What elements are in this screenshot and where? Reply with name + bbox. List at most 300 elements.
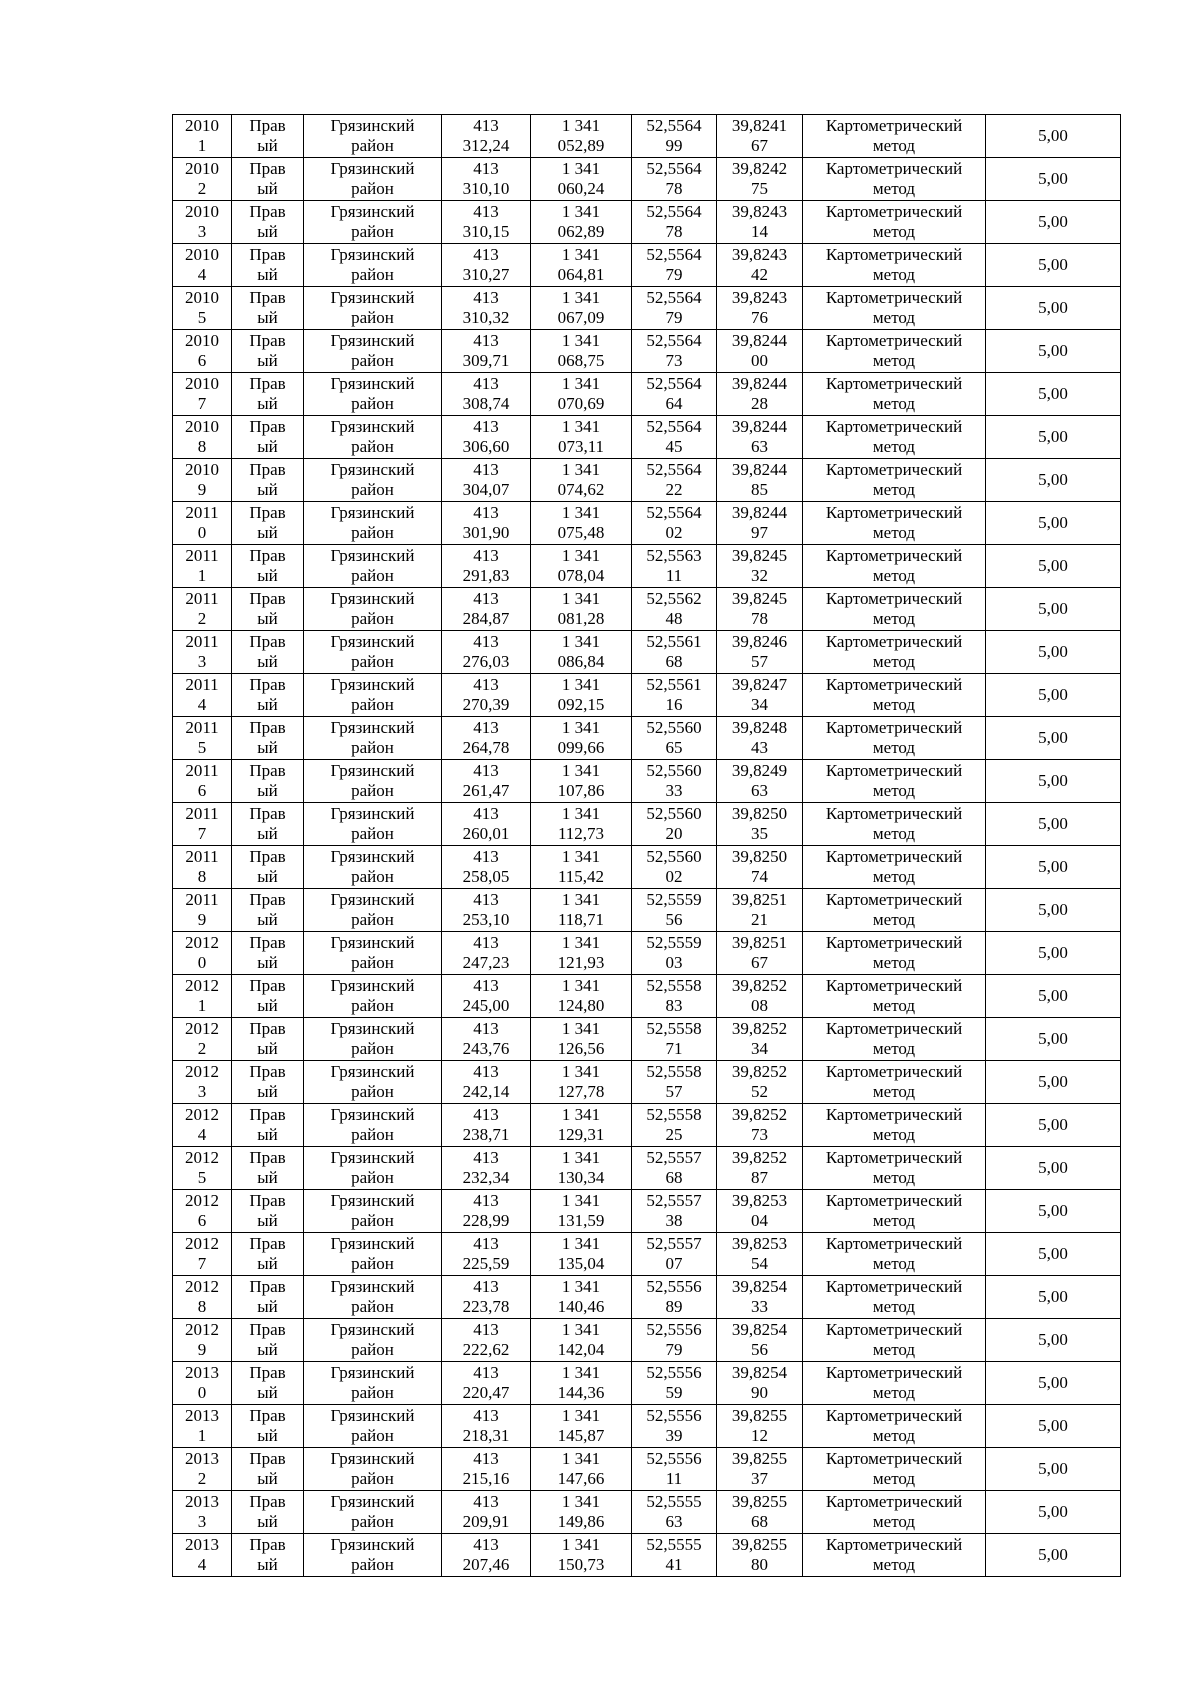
cell-coord-x: 413 270,39 [442,674,531,717]
cell-longitude: 39,8243 76 [717,287,803,330]
cell-method: Картометрический метод [803,975,986,1018]
cell-bank-side: Прав ый [232,1362,304,1405]
cell-accuracy: 5,00 [986,1534,1121,1577]
cell-coord-x: 413 220,47 [442,1362,531,1405]
cell-accuracy: 5,00 [986,545,1121,588]
cell-coord-y: 1 341 145,87 [531,1405,632,1448]
cell-district: Грязинский район [304,1319,442,1362]
coordinates-table [172,114,1121,1577]
table-body [173,115,1121,1577]
cell-method: Картометрический метод [803,201,986,244]
cell-accuracy: 5,00 [986,158,1121,201]
cell-bank-side: Прав ый [232,1405,304,1448]
cell-method: Картометрический метод [803,1534,986,1577]
cell-point-number: 2012 4 [173,1104,232,1147]
cell-longitude: 39,8252 52 [717,1061,803,1104]
cell-coord-y: 1 341 060,24 [531,158,632,201]
cell-method: Картометрический метод [803,889,986,932]
cell-coord-y: 1 341 067,09 [531,287,632,330]
cell-accuracy: 5,00 [986,1362,1121,1405]
cell-coord-x: 413 253,10 [442,889,531,932]
cell-bank-side: Прав ый [232,287,304,330]
cell-longitude: 39,8242 75 [717,158,803,201]
cell-latitude: 52,5556 89 [632,1276,717,1319]
cell-longitude: 39,8241 67 [717,115,803,158]
cell-accuracy: 5,00 [986,502,1121,545]
cell-latitude: 52,5564 45 [632,416,717,459]
cell-longitude: 39,8244 28 [717,373,803,416]
cell-method: Картометрический метод [803,760,986,803]
cell-accuracy: 5,00 [986,975,1121,1018]
cell-coord-x: 413 228,99 [442,1190,531,1233]
cell-bank-side: Прав ый [232,1061,304,1104]
cell-coord-x: 413 209,91 [442,1491,531,1534]
table-row [173,502,1121,545]
cell-bank-side: Прав ый [232,1147,304,1190]
cell-longitude: 39,8254 90 [717,1362,803,1405]
cell-latitude: 52,5564 78 [632,158,717,201]
cell-accuracy: 5,00 [986,287,1121,330]
table-row [173,1104,1121,1147]
table-row [173,760,1121,803]
table-row [173,1319,1121,1362]
cell-coord-y: 1 341 150,73 [531,1534,632,1577]
cell-method: Картометрический метод [803,416,986,459]
cell-coord-x: 413 291,83 [442,545,531,588]
table-row [173,545,1121,588]
cell-latitude: 52,5560 65 [632,717,717,760]
cell-bank-side: Прав ый [232,1319,304,1362]
cell-bank-side: Прав ый [232,158,304,201]
cell-coord-x: 413 301,90 [442,502,531,545]
cell-point-number: 2012 1 [173,975,232,1018]
cell-point-number: 2012 9 [173,1319,232,1362]
cell-point-number: 2010 4 [173,244,232,287]
cell-coord-y: 1 341 144,36 [531,1362,632,1405]
cell-accuracy: 5,00 [986,674,1121,717]
cell-latitude: 52,5564 79 [632,244,717,287]
cell-coord-x: 413 223,78 [442,1276,531,1319]
cell-bank-side: Прав ый [232,416,304,459]
cell-point-number: 2010 2 [173,158,232,201]
table-row [173,846,1121,889]
cell-longitude: 39,8255 68 [717,1491,803,1534]
cell-bank-side: Прав ый [232,717,304,760]
cell-coord-x: 413 222,62 [442,1319,531,1362]
table-row [173,1233,1121,1276]
cell-point-number: 2013 1 [173,1405,232,1448]
cell-coord-x: 413 207,46 [442,1534,531,1577]
table-row [173,1534,1121,1577]
cell-point-number: 2010 8 [173,416,232,459]
cell-coord-y: 1 341 118,71 [531,889,632,932]
cell-point-number: 2013 3 [173,1491,232,1534]
cell-accuracy: 5,00 [986,803,1121,846]
table-row [173,115,1121,158]
cell-coord-y: 1 341 126,56 [531,1018,632,1061]
cell-longitude: 39,8244 00 [717,330,803,373]
cell-latitude: 52,5564 79 [632,287,717,330]
cell-method: Картометрический метод [803,1405,986,1448]
cell-coord-x: 413 238,71 [442,1104,531,1147]
table-row [173,1362,1121,1405]
cell-longitude: 39,8254 56 [717,1319,803,1362]
table-row [173,330,1121,373]
cell-bank-side: Прав ый [232,1534,304,1577]
cell-longitude: 39,8245 32 [717,545,803,588]
cell-point-number: 2013 0 [173,1362,232,1405]
cell-accuracy: 5,00 [986,1018,1121,1061]
cell-longitude: 39,8244 97 [717,502,803,545]
cell-coord-y: 1 341 131,59 [531,1190,632,1233]
cell-method: Картометрический метод [803,373,986,416]
cell-latitude: 52,5564 22 [632,459,717,502]
cell-coord-x: 413 310,27 [442,244,531,287]
cell-method: Картометрический метод [803,1319,986,1362]
cell-point-number: 2011 1 [173,545,232,588]
cell-coord-y: 1 341 130,34 [531,1147,632,1190]
cell-accuracy: 5,00 [986,1491,1121,1534]
cell-point-number: 2013 2 [173,1448,232,1491]
cell-latitude: 52,5564 78 [632,201,717,244]
cell-accuracy: 5,00 [986,1147,1121,1190]
cell-bank-side: Прав ый [232,244,304,287]
cell-latitude: 52,5558 25 [632,1104,717,1147]
cell-longitude: 39,8255 80 [717,1534,803,1577]
cell-coord-x: 413 247,23 [442,932,531,975]
cell-point-number: 2011 6 [173,760,232,803]
table-row [173,1061,1121,1104]
cell-district: Грязинский район [304,932,442,975]
cell-point-number: 2011 0 [173,502,232,545]
cell-latitude: 52,5555 41 [632,1534,717,1577]
cell-coord-y: 1 341 140,46 [531,1276,632,1319]
cell-bank-side: Прав ый [232,459,304,502]
cell-coord-x: 413 260,01 [442,803,531,846]
cell-accuracy: 5,00 [986,846,1121,889]
cell-longitude: 39,8254 33 [717,1276,803,1319]
cell-point-number: 2010 7 [173,373,232,416]
cell-coord-x: 413 312,24 [442,115,531,158]
cell-coord-y: 1 341 074,62 [531,459,632,502]
cell-bank-side: Прав ый [232,1448,304,1491]
cell-method: Картометрический метод [803,803,986,846]
cell-coord-y: 1 341 092,15 [531,674,632,717]
cell-coord-y: 1 341 073,11 [531,416,632,459]
cell-point-number: 2011 3 [173,631,232,674]
cell-method: Картометрический метод [803,846,986,889]
table-row [173,201,1121,244]
cell-coord-y: 1 341 075,48 [531,502,632,545]
cell-point-number: 2013 4 [173,1534,232,1577]
table-row [173,717,1121,760]
cell-latitude: 52,5556 11 [632,1448,717,1491]
cell-coord-x: 413 232,34 [442,1147,531,1190]
cell-bank-side: Прав ый [232,1276,304,1319]
table-row [173,889,1121,932]
cell-longitude: 39,8253 04 [717,1190,803,1233]
cell-longitude: 39,8250 35 [717,803,803,846]
cell-coord-y: 1 341 129,31 [531,1104,632,1147]
cell-bank-side: Прав ый [232,674,304,717]
cell-latitude: 52,5556 59 [632,1362,717,1405]
cell-accuracy: 5,00 [986,588,1121,631]
cell-bank-side: Прав ый [232,975,304,1018]
cell-point-number: 2010 5 [173,287,232,330]
cell-latitude: 52,5560 20 [632,803,717,846]
cell-accuracy: 5,00 [986,932,1121,975]
cell-point-number: 2010 9 [173,459,232,502]
cell-method: Картометрический метод [803,932,986,975]
table-row [173,975,1121,1018]
cell-accuracy: 5,00 [986,1061,1121,1104]
table-row [173,932,1121,975]
cell-coord-x: 413 306,60 [442,416,531,459]
cell-longitude: 39,8243 14 [717,201,803,244]
cell-longitude: 39,8249 63 [717,760,803,803]
cell-longitude: 39,8245 78 [717,588,803,631]
cell-method: Картометрический метод [803,1362,986,1405]
cell-coord-y: 1 341 135,04 [531,1233,632,1276]
cell-longitude: 39,8251 67 [717,932,803,975]
cell-coord-y: 1 341 070,69 [531,373,632,416]
table-row [173,1190,1121,1233]
cell-longitude: 39,8248 43 [717,717,803,760]
cell-district: Грязинский район [304,373,442,416]
cell-district: Грязинский район [304,1190,442,1233]
cell-coord-x: 413 284,87 [442,588,531,631]
cell-method: Картометрический метод [803,1061,986,1104]
cell-method: Картометрический метод [803,330,986,373]
cell-method: Картометрический метод [803,502,986,545]
table-row [173,803,1121,846]
cell-district: Грязинский район [304,760,442,803]
cell-bank-side: Прав ый [232,115,304,158]
cell-district: Грязинский район [304,459,442,502]
cell-method: Картометрический метод [803,588,986,631]
cell-latitude: 52,5555 63 [632,1491,717,1534]
cell-point-number: 2012 8 [173,1276,232,1319]
cell-latitude: 52,5556 79 [632,1319,717,1362]
cell-district: Грязинский район [304,330,442,373]
cell-longitude: 39,8252 87 [717,1147,803,1190]
cell-latitude: 52,5558 57 [632,1061,717,1104]
cell-longitude: 39,8246 57 [717,631,803,674]
cell-coord-y: 1 341 062,89 [531,201,632,244]
cell-coord-y: 1 341 052,89 [531,115,632,158]
cell-district: Грязинский район [304,846,442,889]
cell-bank-side: Прав ый [232,1233,304,1276]
cell-district: Грязинский район [304,1233,442,1276]
cell-accuracy: 5,00 [986,1319,1121,1362]
cell-district: Грязинский район [304,545,442,588]
cell-accuracy: 5,00 [986,889,1121,932]
cell-coord-x: 413 225,59 [442,1233,531,1276]
cell-point-number: 2012 0 [173,932,232,975]
cell-method: Картометрический метод [803,545,986,588]
cell-accuracy: 5,00 [986,1190,1121,1233]
cell-point-number: 2012 3 [173,1061,232,1104]
cell-district: Грязинский район [304,244,442,287]
cell-coord-y: 1 341 142,04 [531,1319,632,1362]
cell-point-number: 2011 5 [173,717,232,760]
cell-accuracy: 5,00 [986,459,1121,502]
table-row [173,1491,1121,1534]
cell-latitude: 52,5564 73 [632,330,717,373]
cell-accuracy: 5,00 [986,1233,1121,1276]
cell-longitude: 39,8253 54 [717,1233,803,1276]
cell-coord-x: 413 242,14 [442,1061,531,1104]
cell-district: Грязинский район [304,588,442,631]
cell-method: Картометрический метод [803,115,986,158]
cell-point-number: 2011 2 [173,588,232,631]
cell-coord-y: 1 341 115,42 [531,846,632,889]
cell-latitude: 52,5562 48 [632,588,717,631]
cell-latitude: 52,5560 02 [632,846,717,889]
cell-latitude: 52,5558 83 [632,975,717,1018]
cell-bank-side: Прав ый [232,502,304,545]
cell-coord-x: 413 310,10 [442,158,531,201]
cell-district: Грязинский район [304,1147,442,1190]
cell-point-number: 2012 2 [173,1018,232,1061]
cell-district: Грязинский район [304,803,442,846]
cell-district: Грязинский район [304,158,442,201]
cell-coord-y: 1 341 127,78 [531,1061,632,1104]
cell-latitude: 52,5557 68 [632,1147,717,1190]
cell-bank-side: Прав ый [232,373,304,416]
table-row [173,631,1121,674]
table-row [173,1405,1121,1448]
cell-accuracy: 5,00 [986,416,1121,459]
cell-coord-y: 1 341 112,73 [531,803,632,846]
cell-method: Картометрический метод [803,1104,986,1147]
cell-latitude: 52,5559 03 [632,932,717,975]
cell-accuracy: 5,00 [986,1448,1121,1491]
cell-coord-y: 1 341 068,75 [531,330,632,373]
cell-coord-x: 413 243,76 [442,1018,531,1061]
cell-longitude: 39,8247 34 [717,674,803,717]
cell-coord-y: 1 341 124,80 [531,975,632,1018]
cell-bank-side: Прав ый [232,846,304,889]
cell-longitude: 39,8251 21 [717,889,803,932]
table-row [173,459,1121,502]
cell-coord-y: 1 341 107,86 [531,760,632,803]
cell-coord-x: 413 310,32 [442,287,531,330]
cell-accuracy: 5,00 [986,760,1121,803]
cell-accuracy: 5,00 [986,330,1121,373]
cell-district: Грязинский район [304,1448,442,1491]
cell-method: Картометрический метод [803,158,986,201]
cell-coord-y: 1 341 149,86 [531,1491,632,1534]
cell-district: Грязинский район [304,416,442,459]
cell-bank-side: Прав ый [232,545,304,588]
table-row [173,674,1121,717]
cell-district: Грязинский район [304,1405,442,1448]
cell-bank-side: Прав ый [232,932,304,975]
cell-bank-side: Прав ый [232,201,304,244]
cell-bank-side: Прав ый [232,803,304,846]
cell-district: Грязинский район [304,502,442,545]
cell-longitude: 39,8244 63 [717,416,803,459]
cell-method: Картометрический метод [803,631,986,674]
cell-point-number: 2010 1 [173,115,232,158]
cell-method: Картометрический метод [803,1276,986,1319]
table-row [173,1147,1121,1190]
cell-coord-x: 413 261,47 [442,760,531,803]
cell-method: Картометрический метод [803,717,986,760]
cell-latitude: 52,5564 02 [632,502,717,545]
cell-coord-x: 413 310,15 [442,201,531,244]
cell-accuracy: 5,00 [986,201,1121,244]
cell-coord-x: 413 304,07 [442,459,531,502]
table-row [173,1018,1121,1061]
cell-accuracy: 5,00 [986,717,1121,760]
cell-point-number: 2012 6 [173,1190,232,1233]
cell-point-number: 2011 7 [173,803,232,846]
cell-coord-y: 1 341 121,93 [531,932,632,975]
cell-accuracy: 5,00 [986,373,1121,416]
cell-method: Картометрический метод [803,1233,986,1276]
cell-method: Картометрический метод [803,244,986,287]
cell-latitude: 52,5557 07 [632,1233,717,1276]
cell-bank-side: Прав ый [232,760,304,803]
cell-method: Картометрический метод [803,1190,986,1233]
cell-latitude: 52,5563 11 [632,545,717,588]
cell-district: Грязинский район [304,115,442,158]
cell-coord-x: 413 276,03 [442,631,531,674]
cell-longitude: 39,8252 73 [717,1104,803,1147]
cell-latitude: 52,5556 39 [632,1405,717,1448]
cell-method: Картометрический метод [803,1491,986,1534]
cell-latitude: 52,5558 71 [632,1018,717,1061]
cell-district: Грязинский район [304,1362,442,1405]
cell-point-number: 2010 3 [173,201,232,244]
cell-point-number: 2011 4 [173,674,232,717]
cell-accuracy: 5,00 [986,1104,1121,1147]
cell-method: Картометрический метод [803,1018,986,1061]
cell-accuracy: 5,00 [986,244,1121,287]
cell-latitude: 52,5559 56 [632,889,717,932]
cell-bank-side: Прав ый [232,1018,304,1061]
cell-latitude: 52,5561 16 [632,674,717,717]
cell-coord-x: 413 258,05 [442,846,531,889]
cell-longitude: 39,8244 85 [717,459,803,502]
cell-longitude: 39,8255 12 [717,1405,803,1448]
cell-district: Грязинский район [304,1534,442,1577]
cell-coord-x: 413 309,71 [442,330,531,373]
cell-latitude: 52,5564 99 [632,115,717,158]
cell-latitude: 52,5557 38 [632,1190,717,1233]
cell-district: Грязинский район [304,975,442,1018]
cell-bank-side: Прав ый [232,889,304,932]
cell-district: Грязинский район [304,717,442,760]
cell-district: Грязинский район [304,287,442,330]
cell-coord-y: 1 341 081,28 [531,588,632,631]
cell-district: Грязинский район [304,674,442,717]
cell-coord-x: 413 218,31 [442,1405,531,1448]
cell-coord-y: 1 341 064,81 [531,244,632,287]
cell-district: Грязинский район [304,1276,442,1319]
cell-district: Грязинский район [304,1018,442,1061]
table-row [173,287,1121,330]
cell-coord-y: 1 341 147,66 [531,1448,632,1491]
cell-longitude: 39,8255 37 [717,1448,803,1491]
cell-district: Грязинский район [304,201,442,244]
cell-coord-x: 413 215,16 [442,1448,531,1491]
cell-coord-y: 1 341 086,84 [531,631,632,674]
cell-point-number: 2010 6 [173,330,232,373]
cell-coord-y: 1 341 099,66 [531,717,632,760]
